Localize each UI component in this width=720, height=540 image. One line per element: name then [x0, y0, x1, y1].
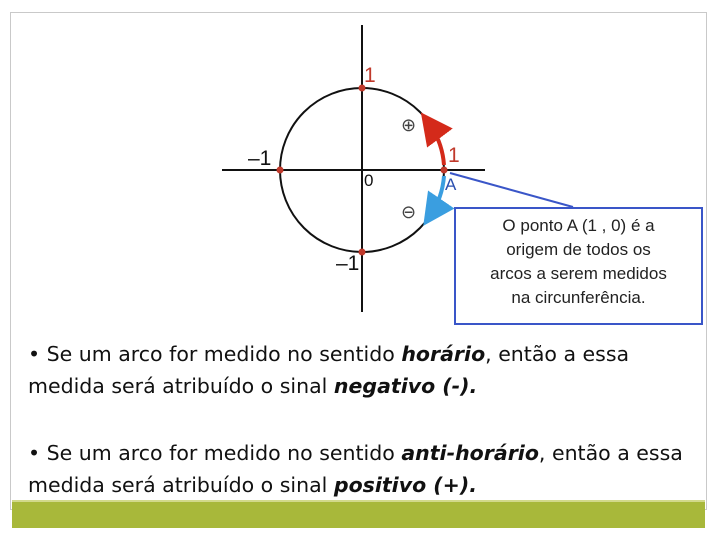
- point-left: [277, 167, 284, 174]
- bullet-emphasis: positivo (+).: [333, 473, 477, 497]
- callout-line: origem de todos os: [506, 240, 651, 259]
- callout-pointer: [450, 173, 573, 207]
- callout-line: na circunferência.: [511, 288, 646, 307]
- bullet-clockwise: [28, 338, 698, 402]
- positive-arc: [428, 122, 444, 165]
- bullet-emphasis: negativo (-).: [333, 374, 478, 398]
- label-right: 1: [448, 144, 460, 167]
- bullet-text: , então a essa medida será atribuído o sinal: [28, 441, 683, 497]
- label-point-a: A: [445, 175, 457, 194]
- label-bottom: –1: [336, 252, 360, 275]
- callout-line: O ponto A (1 , 0) é a: [502, 216, 655, 235]
- label-top: 1: [364, 64, 376, 87]
- negative-sign-icon: ⊖: [401, 202, 417, 223]
- bullet-emphasis: horário: [401, 342, 486, 366]
- callout-box: [454, 207, 703, 325]
- bullet-counterclockwise: [28, 437, 698, 501]
- point-bottom: [359, 249, 366, 256]
- label-origin: 0: [364, 171, 374, 190]
- callout-line: arcos a serem medidos: [490, 264, 667, 283]
- label-left: –1: [248, 147, 272, 170]
- bullet-emphasis: anti-horário: [401, 441, 539, 465]
- positive-sign-icon: ⊕: [401, 115, 417, 136]
- point-a: [441, 167, 448, 174]
- bullet-text: • Se um arco for medido no sentido: [28, 441, 402, 465]
- bullet-text: , então a essa medida será atribuído o sinal: [28, 342, 630, 398]
- negative-arc: [430, 176, 444, 216]
- bullet-text: • Se um arco for medido no sentido: [28, 342, 402, 366]
